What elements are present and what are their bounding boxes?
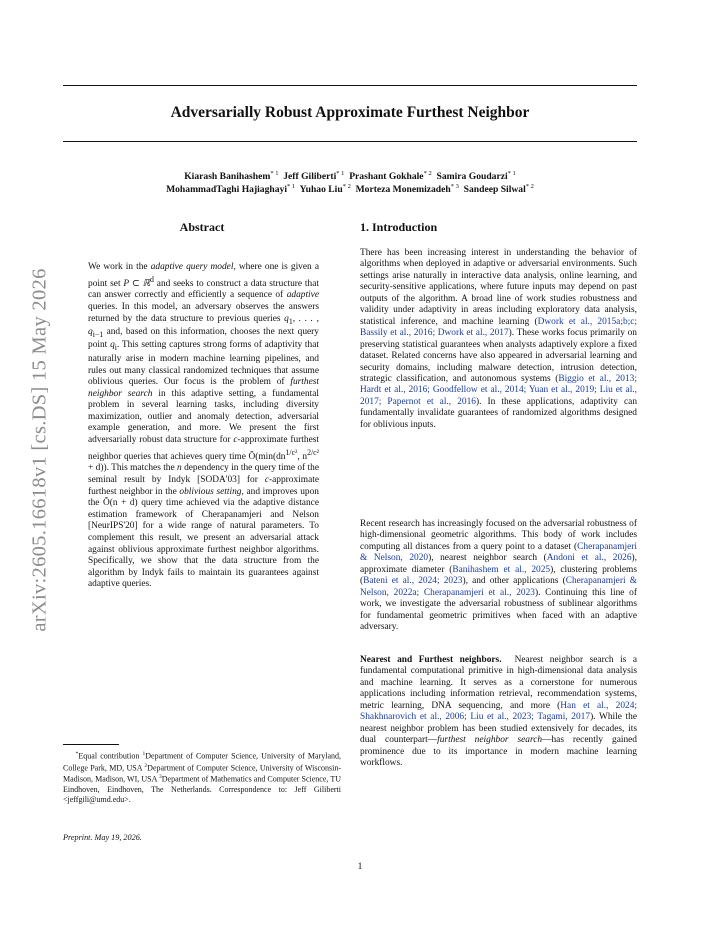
author-name: MohammadTaghi Hajiaghayi: [166, 184, 287, 196]
author-name: Kiarash Banihashem: [184, 171, 271, 183]
intro-paragraph-1: There has been increasing interest in understanding the behavior of algorithms when deployed in adaptive or adversarial environments. Such settings arise naturally in interactive data analysis, online learning, and security-sensitive applications, where future inputs may depend on past outputs of the algorithm. A broad line of work studies robustness and validity under adaptivity in areas including exploratory data analysis, statistical inference, and machine learning (Dwork et al., 2015a;b;c; Bassily et al., 2016; Dwork et al., 2017). These works focus primarily on preserving statistical guarantees when analysts adaptively explore a fixed dataset. Related concerns have also appeared in adversarial learning and security domains, including malware detection, intrusion detection, strategic classification, and autonomous systems (Biggio et al., 2013; Hardt et al., 2016; Goodfellow et al., 2014; Yuan et al., 2019; Liu et al., 2017; Papernot et al., 2016). In these applications, adaptivity can fundamentally invalidate guarantees of randomized algorithms designed for oblivious inputs.: [360, 248, 638, 430]
author-affiliation-mark: * 1: [287, 183, 296, 190]
citation-link[interactable]: Cherapanamjeri & Nelson, 2022a; Cherapanamjeri et al., 2023: [360, 576, 637, 598]
author-affiliation-mark: * 1: [336, 170, 345, 177]
intro-paragraph-3: Nearest and Furthest neighbors. Nearest neighbor search is a fundamental computational primitive in high-dimensional data analysis and machine learning. It serves as a cornerstone for numerous applications including information retrieval, recommendation systems, metric learning, DNA sequencing, and more (Han et al., 2024; Shakhnarovich et al., 2006; Liu et al., 2023; Tagami, 2017). While the nearest neighbor problem has been studied extensively for decades, its dual counterpart—furthest neighbor search—has recently gained prominence due to its importance in modern machine learning workflows.: [360, 655, 638, 769]
author-affiliation-mark: * 1: [270, 170, 279, 177]
page-number: 1: [357, 862, 363, 872]
author-affiliation-mark: * 2: [525, 183, 534, 190]
abstract-heading: Abstract: [179, 220, 225, 234]
affiliation-footnote: *Equal contribution $^1$Department of Computer Science, University of Maryland, College Park, MD, USA $^2$Department of Computer Science, University of Wisconsin-Madison, Madison, WI, USA $^3$Department of Mathematics and Computer Science, TU Eindhoven, Eindhoven, The Netherlands. Correspondence to: Jeff Giliberti <jeffgili@umd.edu>.: [63, 751, 342, 804]
citation-link[interactable]: Bateni et al., 2024; 2023: [363, 576, 463, 587]
citation-link[interactable]: Biggio et al., 2013; Hardt et al., 2016; Goodfellow et al., 2014; Yuan et al., 2019; Liu et al., 2017; Papernot et al., 2016: [360, 373, 637, 407]
author-affiliation-mark: * 2: [423, 170, 432, 177]
intro-paragraph-2: Recent research has increasingly focused on the adversarial robustness of high-dimensional geometric algorithms. This body of work includes computing all distances from a query point to a dataset (Cherapanamjeri & Nelson, 2020), nearest neighbor search (Andoni et al., 2026), approximate diameter (Banihashem et al., 2025), clustering problems (Bateni et al., 2024; 2023), and other applications (Cherapanamjeri & Nelson, 2022a; Cherapanamjeri et al., 2023). Continuing this line of work, we investigate the adversarial robustness of sublinear algorithms for fundamental geometric primitives when faced with an adaptive adversary.: [360, 519, 637, 633]
paper-title: Adversarially Robust Approximate Furthest Neighbor: [170, 104, 530, 121]
abstract-body: We work in the adaptive query model, where one is given a point set P ⊂ ℝ$^d$ and seeks to construct a data structure that can answer correctly and efficiently a sequence of adaptive queries. In this model, an adversary observes the answers returned by the data structure to previous queries $q_1$, . . . , $q_{i-1}$ and, based on this information, chooses the next query point $q_i$. This setting captures strong forms of adaptivity that naturally arise in modern machine learning pipelines, and rules out many classical randomized techniques that assume oblivious queries. Our focus is the problem of furthest neighbor search in this adaptive setting, a fundamental problem in several learning tasks, including diversity maximization, outlier and anomaly detection, adversarial example generation, and more. We present the first adversarially robust data structure for c-approximate furthest neighbor queries that achieves query time $Õ(\min(dn^{1/c^2}$, $n^{2/c^2} + d$)). This matches the n dependency in the query time of the seminal result by Indyk [SODA'03] for c-approximate furthest neighbor in the oblivious setting, and improves upon the Õ(n + d) query time achieved via the adaptive distance estimation framework of Cherapanamjeri and Nelson [NeurIPS'20] for a wide range of natural parameters. To complement this result, we present an adversarial attack against oblivious approximate furthest neighbor algorithms. Specifically, we show that the data structure from the algorithm by Indyk fails to maintain its guarantees against adaptive queries.: [88, 262, 320, 590]
citation-link[interactable]: Han et al., 2024; Shakhnarovich et al., 2006; Liu et al., 2023; Tagami, 2017: [360, 700, 637, 723]
author-name: Prashant Gokhale: [349, 171, 424, 183]
author-name: Jeff Giliberti: [283, 171, 337, 183]
author-affiliation-mark: * 1: [507, 170, 516, 177]
author-affiliation-mark: * 3: [450, 183, 459, 190]
citation-link[interactable]: Andoni et al., 2026: [546, 553, 632, 564]
preprint-note: Preprint. May 19, 2026.: [63, 833, 142, 842]
author-affiliation-mark: * 2: [342, 183, 351, 190]
title-top-rule: [63, 85, 637, 86]
author-name: Morteza Monemizadeh: [355, 184, 451, 196]
citation-link[interactable]: Banihashem et al., 2025: [452, 564, 551, 575]
run-in-heading: Nearest and Furthest neighbors.: [360, 655, 502, 665]
arxiv-identifier-stamp: arXiv:2605.16618v1 [cs.DS] 15 May 2026: [28, 268, 51, 632]
section-heading-introduction: 1. Introduction: [360, 220, 438, 234]
author-list-line-2: [63, 181, 637, 196]
citation-link[interactable]: Dwork et al., 2015a;b;c; Bassily et al., 2016; Dwork et al., 2017: [360, 316, 637, 339]
title-bottom-rule: [63, 141, 637, 142]
author-name: Yuhao Liu: [299, 184, 343, 196]
author-name: Sandeep Silwal: [463, 184, 526, 196]
footnote-rule: [63, 744, 119, 745]
author-name: Samira Goudarzi: [436, 171, 508, 183]
citation-link[interactable]: Cherapanamjeri & Nelson, 2020: [360, 541, 637, 564]
